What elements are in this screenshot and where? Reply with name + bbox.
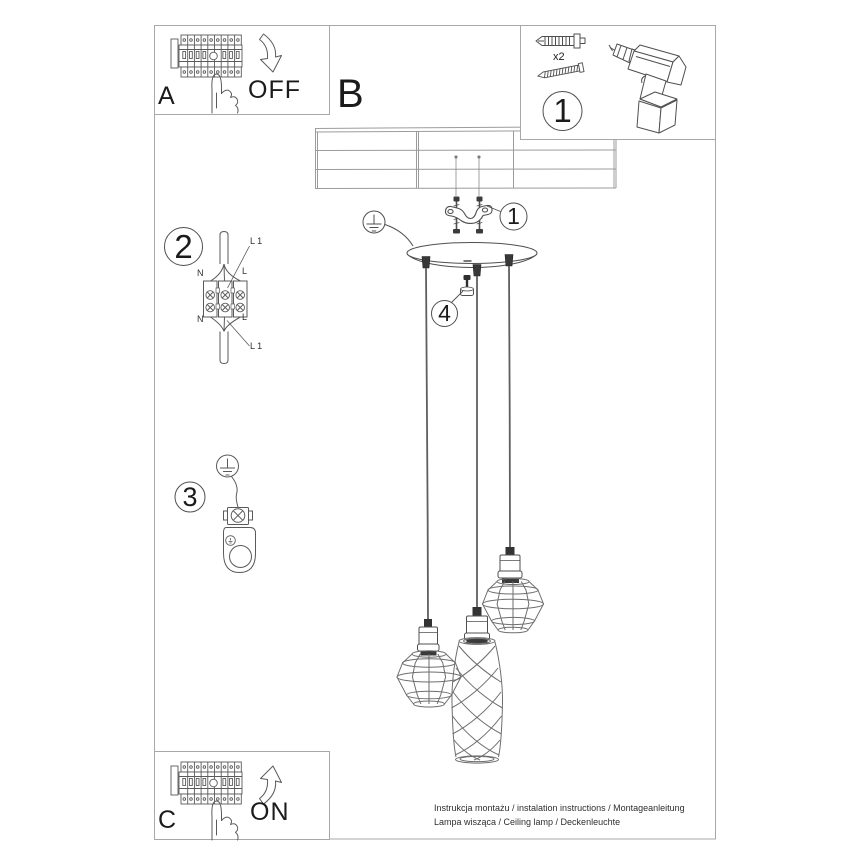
wire-label-l1-top: L 1 <box>250 236 263 246</box>
suspension-screw-icon <box>461 275 474 296</box>
cage-lamp-left <box>397 619 461 707</box>
drill-hole-marks <box>455 156 480 196</box>
step-3-number: 3 <box>182 481 198 512</box>
panel-a-letter: A <box>158 82 175 110</box>
wire-label-l1-bottom: L 1 <box>250 341 263 351</box>
wire-label-n-bottom: N <box>197 314 204 324</box>
panel-c-letter: C <box>158 806 177 834</box>
step-2-number: 2 <box>174 227 193 265</box>
mounting-bracket-icon <box>445 205 492 223</box>
wire-label-l-bottom: L <box>242 312 248 322</box>
panel-b-letter: B <box>337 72 364 116</box>
cage-lamp-right <box>483 547 544 633</box>
ground-symbol-icon <box>363 211 413 246</box>
breaker-panel-icon-a <box>171 35 242 77</box>
footer-title-line: Instrukcja montażu / instalation instructions / Montageanleitung <box>434 803 685 813</box>
sheet-border <box>155 26 716 840</box>
panel-c-switch-state: ON <box>250 798 290 826</box>
breaker-panel-icon-c <box>171 762 242 804</box>
wall-plug-icon <box>536 34 585 48</box>
step-4-number: 4 <box>438 300 451 326</box>
lattice-lamp-center <box>452 607 503 763</box>
cable-gland-left <box>422 257 430 269</box>
step-1-number: 1 <box>507 203 520 229</box>
cable-gland-middle <box>473 265 481 277</box>
wire-label-n-top: N <box>197 268 204 278</box>
cable-gland-right <box>505 255 513 267</box>
ground-connection-diagram <box>175 455 256 573</box>
panel-a-switch-state: OFF <box>248 76 301 104</box>
dowel-quantity-label: x2 <box>553 51 565 63</box>
wire-label-l-top: L <box>242 266 248 276</box>
tools-step-number: 1 <box>553 92 572 129</box>
footer-product-line: Lampa wisząca / Ceiling lamp / Deckenleuchte <box>434 817 621 827</box>
